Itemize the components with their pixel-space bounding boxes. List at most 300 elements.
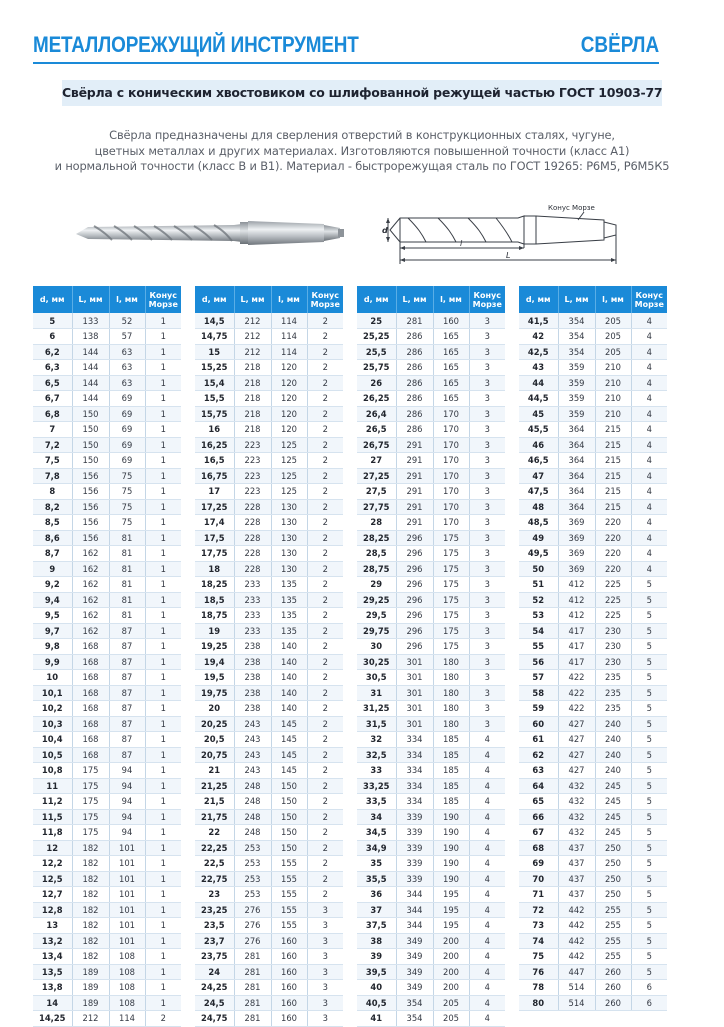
cell-morse-taper: 1 bbox=[145, 685, 181, 701]
cell-diameter: 72 bbox=[519, 902, 558, 918]
table-row bbox=[33, 763, 181, 779]
table-row bbox=[195, 406, 343, 422]
cell-total-length: 248 bbox=[234, 825, 271, 841]
cell-morse-taper: 2 bbox=[145, 1011, 181, 1027]
cell-flute-length: 135 bbox=[271, 608, 307, 624]
cell-diameter: 32 bbox=[357, 732, 396, 748]
cell-total-length: 281 bbox=[234, 964, 271, 980]
cell-diameter: 17,4 bbox=[195, 515, 234, 531]
cell-morse-taper: 2 bbox=[307, 840, 343, 856]
cell-flute-length: 190 bbox=[433, 871, 469, 887]
cell-morse-taper: 2 bbox=[307, 887, 343, 903]
table-row bbox=[33, 949, 181, 965]
table-row bbox=[195, 437, 343, 453]
cell-total-length: 339 bbox=[396, 840, 433, 856]
cell-total-length: 334 bbox=[396, 747, 433, 763]
cell-total-length: 369 bbox=[558, 546, 595, 562]
cell-total-length: 422 bbox=[558, 701, 595, 717]
cell-total-length: 276 bbox=[234, 933, 271, 949]
cell-flute-length: 160 bbox=[271, 949, 307, 965]
table-row bbox=[33, 453, 181, 469]
cell-flute-length: 255 bbox=[595, 918, 631, 934]
cell-diameter: 14 bbox=[33, 995, 72, 1011]
table-row bbox=[357, 716, 505, 732]
table-row bbox=[519, 995, 667, 1011]
cell-morse-taper: 1 bbox=[145, 887, 181, 903]
cell-flute-length: 185 bbox=[433, 747, 469, 763]
cell-total-length: 286 bbox=[396, 391, 433, 407]
cell-flute-length: 215 bbox=[595, 499, 631, 515]
cell-total-length: 156 bbox=[72, 484, 109, 500]
cell-morse-taper: 5 bbox=[631, 685, 667, 701]
cell-diameter: 70 bbox=[519, 871, 558, 887]
table-row bbox=[519, 980, 667, 996]
cell-total-length: 238 bbox=[234, 701, 271, 717]
cell-total-length: 364 bbox=[558, 422, 595, 438]
cell-total-length: 228 bbox=[234, 499, 271, 515]
header-morse-taper: Конус Морзе bbox=[469, 286, 505, 313]
cell-flute-length: 235 bbox=[595, 701, 631, 717]
cell-diameter: 62 bbox=[519, 747, 558, 763]
cell-flute-length: 75 bbox=[109, 484, 145, 500]
cell-diameter: 10,3 bbox=[33, 716, 72, 732]
cell-flute-length: 215 bbox=[595, 437, 631, 453]
cell-flute-length: 150 bbox=[271, 825, 307, 841]
cell-total-length: 175 bbox=[72, 825, 109, 841]
cell-total-length: 138 bbox=[72, 329, 109, 345]
cell-diameter: 46 bbox=[519, 437, 558, 453]
table-row bbox=[195, 685, 343, 701]
cell-morse-taper: 4 bbox=[469, 980, 505, 996]
cell-flute-length: 135 bbox=[271, 577, 307, 593]
cell-total-length: 156 bbox=[72, 499, 109, 515]
table-row bbox=[33, 716, 181, 732]
cell-diameter: 47 bbox=[519, 468, 558, 484]
cell-total-length: 218 bbox=[234, 360, 271, 376]
table-row bbox=[195, 468, 343, 484]
cell-total-length: 514 bbox=[558, 980, 595, 996]
cell-diameter: 31,25 bbox=[357, 701, 396, 717]
cell-total-length: 253 bbox=[234, 887, 271, 903]
cell-flute-length: 250 bbox=[595, 840, 631, 856]
cell-flute-length: 260 bbox=[595, 980, 631, 996]
size-table-4 bbox=[519, 286, 667, 1011]
cell-diameter: 27,25 bbox=[357, 468, 396, 484]
cell-morse-taper: 4 bbox=[469, 964, 505, 980]
cell-flute-length: 101 bbox=[109, 856, 145, 872]
table-row bbox=[195, 344, 343, 360]
cell-total-length: 291 bbox=[396, 499, 433, 515]
table-row bbox=[33, 701, 181, 717]
cell-diameter: 23,5 bbox=[195, 918, 234, 934]
cell-diameter: 6,2 bbox=[33, 344, 72, 360]
table-row bbox=[357, 468, 505, 484]
table-row bbox=[33, 747, 181, 763]
cell-flute-length: 150 bbox=[271, 809, 307, 825]
cell-flute-length: 215 bbox=[595, 422, 631, 438]
cell-total-length: 168 bbox=[72, 716, 109, 732]
cell-flute-length: 75 bbox=[109, 468, 145, 484]
cell-diameter: 29 bbox=[357, 577, 396, 593]
cell-morse-taper: 4 bbox=[631, 422, 667, 438]
cell-diameter: 35 bbox=[357, 856, 396, 872]
cell-diameter: 28,25 bbox=[357, 530, 396, 546]
table-row bbox=[195, 422, 343, 438]
cell-flute-length: 87 bbox=[109, 670, 145, 686]
cell-total-length: 218 bbox=[234, 375, 271, 391]
cell-morse-taper: 3 bbox=[469, 546, 505, 562]
cell-diameter: 21,75 bbox=[195, 809, 234, 825]
table-row bbox=[357, 484, 505, 500]
cell-total-length: 359 bbox=[558, 391, 595, 407]
cell-morse-taper: 1 bbox=[145, 639, 181, 655]
cell-diameter: 18,75 bbox=[195, 608, 234, 624]
cell-morse-taper: 3 bbox=[469, 530, 505, 546]
table-row bbox=[357, 902, 505, 918]
cell-diameter: 9,4 bbox=[33, 592, 72, 608]
cell-diameter: 31 bbox=[357, 685, 396, 701]
cell-diameter: 26,5 bbox=[357, 422, 396, 438]
cell-morse-taper: 1 bbox=[145, 344, 181, 360]
cell-total-length: 344 bbox=[396, 918, 433, 934]
cell-morse-taper: 4 bbox=[469, 871, 505, 887]
cell-total-length: 223 bbox=[234, 484, 271, 500]
cell-flute-length: 230 bbox=[595, 639, 631, 655]
cell-morse-taper: 3 bbox=[469, 344, 505, 360]
cell-total-length: 296 bbox=[396, 639, 433, 655]
cell-diameter: 37,5 bbox=[357, 918, 396, 934]
cell-total-length: 243 bbox=[234, 716, 271, 732]
cell-diameter: 14,75 bbox=[195, 329, 234, 345]
cell-diameter: 33,25 bbox=[357, 778, 396, 794]
cell-diameter: 42,5 bbox=[519, 344, 558, 360]
cell-diameter: 38 bbox=[357, 933, 396, 949]
cell-flute-length: 150 bbox=[271, 840, 307, 856]
cell-morse-taper: 3 bbox=[469, 608, 505, 624]
header-total-length: L, мм bbox=[558, 286, 595, 313]
cell-total-length: 437 bbox=[558, 887, 595, 903]
cell-morse-taper: 4 bbox=[631, 375, 667, 391]
table-row bbox=[33, 639, 181, 655]
cell-morse-taper: 4 bbox=[631, 391, 667, 407]
cell-diameter: 21,25 bbox=[195, 778, 234, 794]
cell-flute-length: 200 bbox=[433, 949, 469, 965]
header-flute-length: l, мм bbox=[433, 286, 469, 313]
cell-total-length: 182 bbox=[72, 902, 109, 918]
cell-total-length: 175 bbox=[72, 794, 109, 810]
cell-morse-taper: 5 bbox=[631, 623, 667, 639]
cell-morse-taper: 1 bbox=[145, 360, 181, 376]
cell-flute-length: 63 bbox=[109, 344, 145, 360]
header-morse-taper: Конус Морзе bbox=[631, 286, 667, 313]
cell-morse-taper: 3 bbox=[469, 670, 505, 686]
table-row bbox=[519, 778, 667, 794]
cell-morse-taper: 2 bbox=[307, 747, 343, 763]
cell-morse-taper: 3 bbox=[469, 701, 505, 717]
cell-diameter: 69 bbox=[519, 856, 558, 872]
cell-flute-length: 165 bbox=[433, 344, 469, 360]
cell-diameter: 64 bbox=[519, 778, 558, 794]
table-row bbox=[357, 794, 505, 810]
cell-flute-length: 75 bbox=[109, 515, 145, 531]
cell-flute-length: 63 bbox=[109, 360, 145, 376]
cell-diameter: 6,7 bbox=[33, 391, 72, 407]
cell-total-length: 286 bbox=[396, 375, 433, 391]
cell-total-length: 162 bbox=[72, 546, 109, 562]
cell-flute-length: 255 bbox=[595, 949, 631, 965]
cell-flute-length: 94 bbox=[109, 778, 145, 794]
cell-flute-length: 180 bbox=[433, 701, 469, 717]
table-row bbox=[519, 406, 667, 422]
table-row bbox=[519, 608, 667, 624]
cell-diameter: 26,4 bbox=[357, 406, 396, 422]
description bbox=[40, 128, 684, 175]
table-row bbox=[33, 561, 181, 577]
cell-flute-length: 175 bbox=[433, 608, 469, 624]
cell-flute-length: 220 bbox=[595, 546, 631, 562]
cell-morse-taper: 4 bbox=[631, 499, 667, 515]
cell-flute-length: 108 bbox=[109, 964, 145, 980]
table-row bbox=[357, 825, 505, 841]
cell-diameter: 13,5 bbox=[33, 964, 72, 980]
cell-morse-taper: 1 bbox=[145, 313, 181, 329]
cell-diameter: 34 bbox=[357, 809, 396, 825]
cell-total-length: 291 bbox=[396, 437, 433, 453]
cell-morse-taper: 5 bbox=[631, 856, 667, 872]
cell-total-length: 182 bbox=[72, 887, 109, 903]
cell-diameter: 42 bbox=[519, 329, 558, 345]
cell-diameter: 25 bbox=[357, 313, 396, 329]
table-row bbox=[195, 360, 343, 376]
cell-total-length: 432 bbox=[558, 809, 595, 825]
cell-diameter: 55 bbox=[519, 639, 558, 655]
cell-flute-length: 155 bbox=[271, 856, 307, 872]
table-row bbox=[195, 577, 343, 593]
cell-morse-taper: 1 bbox=[145, 577, 181, 593]
cell-flute-length: 160 bbox=[271, 964, 307, 980]
cell-flute-length: 205 bbox=[433, 995, 469, 1011]
cell-morse-taper: 2 bbox=[307, 763, 343, 779]
cell-diameter: 12 bbox=[33, 840, 72, 856]
table-row bbox=[33, 375, 181, 391]
cell-total-length: 144 bbox=[72, 360, 109, 376]
cell-diameter: 75 bbox=[519, 949, 558, 965]
cell-flute-length: 81 bbox=[109, 561, 145, 577]
cell-total-length: 281 bbox=[234, 1011, 271, 1027]
cell-morse-taper: 1 bbox=[145, 763, 181, 779]
cell-diameter: 78 bbox=[519, 980, 558, 996]
table-row bbox=[357, 778, 505, 794]
cell-diameter: 25,25 bbox=[357, 329, 396, 345]
cell-flute-length: 180 bbox=[433, 685, 469, 701]
table-row bbox=[195, 530, 343, 546]
cell-morse-taper: 4 bbox=[631, 360, 667, 376]
table-row bbox=[357, 313, 505, 329]
cell-diameter: 27 bbox=[357, 453, 396, 469]
table-row bbox=[195, 484, 343, 500]
cell-total-length: 349 bbox=[396, 980, 433, 996]
cell-diameter: 14,5 bbox=[195, 313, 234, 329]
cell-morse-taper: 1 bbox=[145, 933, 181, 949]
cell-total-length: 447 bbox=[558, 964, 595, 980]
table-row bbox=[519, 577, 667, 593]
cell-flute-length: 235 bbox=[595, 670, 631, 686]
cell-flute-length: 195 bbox=[433, 902, 469, 918]
cell-total-length: 427 bbox=[558, 732, 595, 748]
cell-total-length: 212 bbox=[234, 313, 271, 329]
cell-diameter: 9,5 bbox=[33, 608, 72, 624]
cell-flute-length: 101 bbox=[109, 887, 145, 903]
cell-morse-taper: 1 bbox=[145, 902, 181, 918]
cell-total-length: 144 bbox=[72, 375, 109, 391]
table-row bbox=[33, 685, 181, 701]
table-row bbox=[195, 701, 343, 717]
table-row bbox=[33, 995, 181, 1011]
cell-flute-length: 140 bbox=[271, 639, 307, 655]
cell-flute-length: 108 bbox=[109, 995, 145, 1011]
cell-diameter: 27,75 bbox=[357, 499, 396, 515]
cell-flute-length: 155 bbox=[271, 918, 307, 934]
table-row bbox=[357, 654, 505, 670]
cell-flute-length: 52 bbox=[109, 313, 145, 329]
cell-morse-taper: 3 bbox=[469, 313, 505, 329]
cell-diameter: 11 bbox=[33, 778, 72, 794]
cell-total-length: 182 bbox=[72, 918, 109, 934]
cell-total-length: 168 bbox=[72, 732, 109, 748]
cell-total-length: 442 bbox=[558, 949, 595, 965]
page-header bbox=[33, 32, 659, 62]
cell-total-length: 218 bbox=[234, 422, 271, 438]
cell-diameter: 40 bbox=[357, 980, 396, 996]
cell-total-length: 156 bbox=[72, 530, 109, 546]
cell-diameter: 15 bbox=[195, 344, 234, 360]
table-row bbox=[195, 623, 343, 639]
cell-diameter: 44 bbox=[519, 375, 558, 391]
cell-total-length: 168 bbox=[72, 747, 109, 763]
cell-diameter: 20,75 bbox=[195, 747, 234, 763]
cell-morse-taper: 2 bbox=[307, 344, 343, 360]
cell-morse-taper: 3 bbox=[469, 654, 505, 670]
cell-flute-length: 114 bbox=[271, 329, 307, 345]
cell-morse-taper: 1 bbox=[145, 856, 181, 872]
cell-total-length: 253 bbox=[234, 840, 271, 856]
cell-diameter: 7,5 bbox=[33, 453, 72, 469]
cell-flute-length: 135 bbox=[271, 623, 307, 639]
table-row bbox=[195, 592, 343, 608]
cell-total-length: 354 bbox=[558, 313, 595, 329]
cell-total-length: 182 bbox=[72, 871, 109, 887]
cell-morse-taper: 5 bbox=[631, 871, 667, 887]
cell-morse-taper: 3 bbox=[469, 561, 505, 577]
cell-flute-length: 87 bbox=[109, 623, 145, 639]
cell-total-length: 243 bbox=[234, 732, 271, 748]
cell-total-length: 364 bbox=[558, 468, 595, 484]
cell-flute-length: 250 bbox=[595, 887, 631, 903]
cell-morse-taper: 1 bbox=[145, 654, 181, 670]
cell-flute-length: 230 bbox=[595, 654, 631, 670]
cell-morse-taper: 3 bbox=[469, 577, 505, 593]
cell-flute-length: 220 bbox=[595, 530, 631, 546]
cell-morse-taper: 2 bbox=[307, 499, 343, 515]
cell-diameter: 10,1 bbox=[33, 685, 72, 701]
cell-flute-length: 165 bbox=[433, 329, 469, 345]
cell-diameter: 9 bbox=[33, 561, 72, 577]
cell-morse-taper: 3 bbox=[469, 375, 505, 391]
cell-flute-length: 125 bbox=[271, 453, 307, 469]
cell-flute-length: 175 bbox=[433, 530, 469, 546]
cell-morse-taper: 5 bbox=[631, 825, 667, 841]
cell-diameter: 22,75 bbox=[195, 871, 234, 887]
header-morse-taper: Конус Морзе bbox=[307, 286, 343, 313]
table-row bbox=[519, 918, 667, 934]
table-row bbox=[357, 391, 505, 407]
cell-diameter: 39 bbox=[357, 949, 396, 965]
cell-morse-taper: 1 bbox=[145, 871, 181, 887]
cell-total-length: 150 bbox=[72, 453, 109, 469]
table-row bbox=[33, 391, 181, 407]
cell-total-length: 301 bbox=[396, 685, 433, 701]
cell-total-length: 156 bbox=[72, 468, 109, 484]
cell-morse-taper: 4 bbox=[631, 546, 667, 562]
cell-flute-length: 160 bbox=[271, 995, 307, 1011]
table-row bbox=[195, 902, 343, 918]
cell-flute-length: 63 bbox=[109, 375, 145, 391]
cell-total-length: 281 bbox=[234, 995, 271, 1011]
cell-morse-taper: 1 bbox=[145, 608, 181, 624]
table-row bbox=[33, 546, 181, 562]
table-row bbox=[519, 701, 667, 717]
cell-morse-taper: 5 bbox=[631, 933, 667, 949]
cell-diameter: 23,7 bbox=[195, 933, 234, 949]
cell-total-length: 349 bbox=[396, 933, 433, 949]
cell-flute-length: 260 bbox=[595, 964, 631, 980]
cell-morse-taper: 2 bbox=[307, 794, 343, 810]
cell-flute-length: 205 bbox=[433, 1011, 469, 1027]
cell-flute-length: 130 bbox=[271, 499, 307, 515]
cell-flute-length: 145 bbox=[271, 732, 307, 748]
cell-flute-length: 240 bbox=[595, 747, 631, 763]
cell-morse-taper: 4 bbox=[469, 840, 505, 856]
cell-morse-taper: 4 bbox=[631, 344, 667, 360]
table-row bbox=[357, 964, 505, 980]
cell-morse-taper: 1 bbox=[145, 964, 181, 980]
cell-total-length: 253 bbox=[234, 871, 271, 887]
cell-diameter: 30,5 bbox=[357, 670, 396, 686]
cell-diameter: 13,4 bbox=[33, 949, 72, 965]
cell-morse-taper: 2 bbox=[307, 360, 343, 376]
cell-total-length: 162 bbox=[72, 592, 109, 608]
table-row bbox=[33, 329, 181, 345]
cell-flute-length: 175 bbox=[433, 561, 469, 577]
cell-flute-length: 155 bbox=[271, 871, 307, 887]
table-row bbox=[519, 763, 667, 779]
cell-total-length: 175 bbox=[72, 763, 109, 779]
cell-flute-length: 130 bbox=[271, 515, 307, 531]
cell-total-length: 162 bbox=[72, 608, 109, 624]
cell-total-length: 168 bbox=[72, 639, 109, 655]
cell-diameter: 45,5 bbox=[519, 422, 558, 438]
cell-flute-length: 108 bbox=[109, 949, 145, 965]
table-row bbox=[519, 360, 667, 376]
cell-diameter: 25,5 bbox=[357, 344, 396, 360]
cell-diameter: 8 bbox=[33, 484, 72, 500]
cell-diameter: 19,5 bbox=[195, 670, 234, 686]
cell-diameter: 29,75 bbox=[357, 623, 396, 639]
cell-total-length: 281 bbox=[234, 980, 271, 996]
cell-diameter: 26,75 bbox=[357, 437, 396, 453]
cell-flute-length: 160 bbox=[271, 933, 307, 949]
table-row bbox=[195, 375, 343, 391]
